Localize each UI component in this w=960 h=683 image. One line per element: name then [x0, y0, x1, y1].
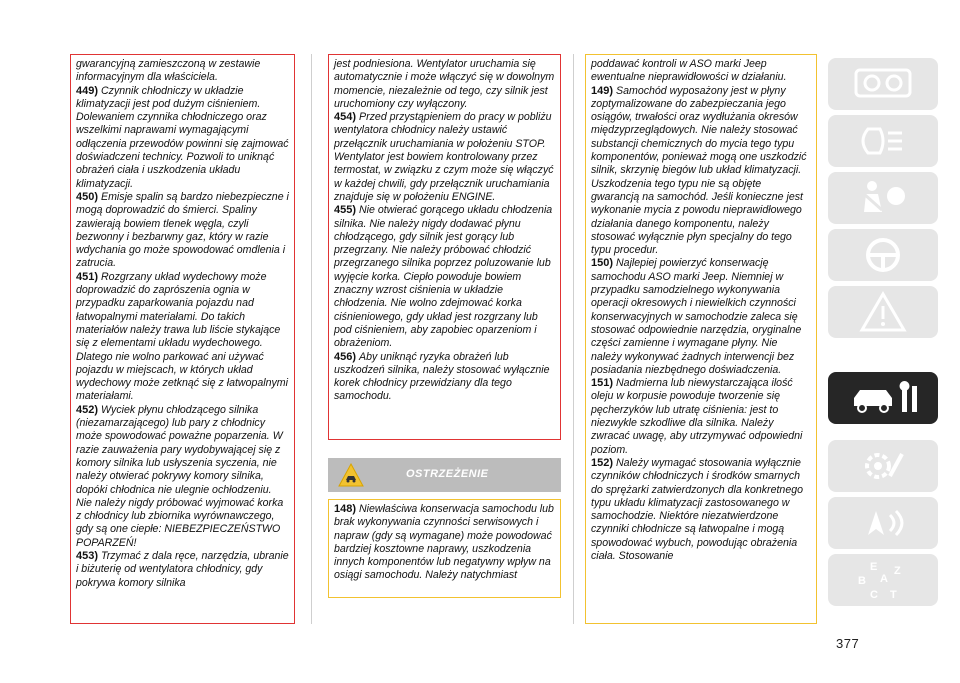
note-text: Należy wymagać stosowania wyłącznie czynników chłodniczych i środków smarnych do sprężarki zatwierdzonych dla konkretnego typu układu klimatyzacji zastosowanego w samochodzie. Niektóre niezatwierdzone czynniki chłodnicze są łatwopalne i mogą spowodować wybuch, powodując obrażenia ciała. Stosowanie — [591, 456, 803, 562]
note-text: Wyciek płynu chłodzącego silnika (niezamarzającego) lub pary z chłodnicy może spowodować poważne poparzenia. W razie zauważenia pary wydobywającej się z komory silnika lub usłyszenia syczenia, nie należy otwierać pokrywy komory silnika, dopóki chłodnica nie ulegnie ochłodzeniu. Nie należy nigdy próbować wyjmować korka z chłodnicy lub zbiornika wyrównawczego, gdy są one ciepłe: NIEBEZPIECZEŃSTWO POPARZEŃ! — [76, 403, 284, 549]
note-paragraph — [591, 457, 811, 563]
svg-text:A: A — [880, 573, 888, 585]
car-wrench-icon — [828, 372, 938, 424]
note-text: poddawać kontroli w ASO marki Jeep ewentualne nieprawidłowości w działaniu. — [591, 58, 787, 84]
note-paragraph — [76, 550, 289, 590]
note-number: 450) — [76, 190, 99, 203]
warning-title: OSTRZEŻENIE — [406, 468, 489, 480]
tab-maintenance[interactable] — [828, 372, 938, 424]
column-divider — [573, 54, 574, 624]
note-number: 455) — [334, 204, 357, 217]
note-paragraph — [334, 58, 555, 111]
warning-lights-icon — [828, 286, 938, 338]
note-text: Przed przystąpieniem do pracy w pobliżu wentylatora chłodnicy należy ustawić przełącznik uruchamiania w położeniu STOP. Wentylator jest bowiem kontrolowany przez termostat, w związku z czym może się włączyć w każdej chwili, gdy przełącznik uruchamiania znajduje się w położeniu ENGINE. — [334, 111, 554, 203]
lights-icon — [828, 115, 938, 167]
caution-notes-column-3 — [585, 54, 817, 624]
tab-dashboard[interactable] — [828, 58, 938, 110]
note-text: Emisje spalin są bardzo niebezpieczne i mogą doprowadzić do śmierci. Spaliny zawierają bowiem tlenek węgla, czyli bezwonny i bezbarwny gaz, który w razie wdychania go może spowodować omdlenia i zatrucia. — [76, 190, 289, 270]
tab-lights[interactable] — [828, 115, 938, 167]
note-number: 449) — [76, 84, 99, 97]
note-text: Samochód wyposażony jest w płyny zoptymalizowane do zabezpieczania jego osiągów, trwałości oraz wydłużania okresów międzyprzeglądowych. Nie należy stosować substancji chemicznych do mycia tego typu komponentów, ponieważ mogą one uszkodzić silnik, skrzynię biegów lub układ klimatyzacji. Uszkodzenia tego typu nie są objęte gwarancją na samochód. Jeśli konieczne jest wykonanie mycia z powodu nieprawidłowego działania danego komponentu, należy stosować wyłącznie płyn specjalny do tego typu procedur. — [591, 84, 807, 257]
svg-text:C: C — [870, 589, 878, 601]
warning-triangle-icon — [338, 463, 364, 487]
note-number: 454) — [334, 111, 357, 124]
note-number: 149) — [591, 84, 614, 97]
svg-text:B: B — [858, 575, 866, 587]
navigation-icon — [828, 497, 938, 549]
note-number: 451) — [76, 270, 99, 283]
note-text: gwarancyjną zamieszczoną w zestawie informacyjnym dla właściciela. — [76, 58, 261, 84]
tab-warning-lights[interactable] — [828, 286, 938, 338]
note-paragraph — [591, 257, 811, 377]
tab-index[interactable] — [828, 554, 938, 606]
note-paragraph — [334, 111, 555, 204]
column-divider — [311, 54, 312, 624]
note-text: Rozgrzany układ wydechowy może doprowadzić do zaprószenia ognia w przypadku zaparkowania pojazdu nad łatwopalnymi materiałami. Do takich materiałów należy trawa lub liście stykające się z elementami układu wydechowego. Dlatego nie wolno parkować ani używać pojazdu w miejscach, w których układ wydechowy może zetknąć się z łatwopalnymi materiałami. — [76, 270, 288, 403]
alphabet-index-icon — [828, 554, 938, 606]
note-text: Aby uniknąć ryzyka obrażeń lub uszkodzeń silnika, należy stosować wyłącznie korek chłodnicy przewidziany dla tego samochodu. — [334, 350, 550, 403]
note-text: Najlepiej powierzyć konserwację samochodu ASO marki Jeep. Niemniej w przypadku samodzielnego wykonywania operacji okresowych i niewielkich czynności konserwacyjnych w samochodzie zaleca się stosować odpowiednie narzędzia, oryginalne części zamienne i wymagane płyny. Nie należy wykonywać żadnych interwencji bez posiadania niezbędnego doświadczenia. — [591, 257, 802, 376]
note-number: 452) — [76, 403, 99, 416]
tab-multimedia[interactable] — [828, 497, 938, 549]
tab-technical-data[interactable] — [828, 440, 938, 492]
note-paragraph — [76, 191, 289, 271]
note-text: jest podniesiona. Wentylator uruchamia się automatycznie i może włączyć się w dowolnym momencie, niezależnie od tego, czy silnik jest uruchomiony czy wyłączony. — [334, 58, 555, 110]
svg-text:Z: Z — [894, 565, 901, 577]
note-paragraph — [334, 503, 555, 583]
note-text: Czynnik chłodniczy w układzie klimatyzacji jest pod dużym ciśnieniem. Dolewaniem czynnika chłodniczego oraz wszelkimi naprawami wymagającymi odłączenia przewodów powinni się zajmować doświadczeni technicy. Pozwoli to uniknąć obrażeń ciała i uszkodzenia układu klimatyzacji. — [76, 84, 289, 190]
note-text: Niewłaściwa konserwacja samochodu lub brak wykonywania czynności serwisowych i napraw (gdy są wymagane) może powodować bardziej kosztowne naprawy, uszkodzenia innych komponentów lub negatywny wpływ na osiągi samochodu. Należy natychmiast — [334, 503, 554, 582]
note-paragraph — [591, 377, 811, 457]
warning-notes-column-2 — [328, 54, 561, 440]
warning-header — [328, 458, 561, 492]
note-number: 152) — [591, 456, 614, 469]
note-number: 148) — [334, 503, 357, 515]
note-text: Trzymać z dala ręce, narzędzia, ubranie i biżuterię od wentylatora chłodnicy, gdy pokrywa komory silnika — [76, 549, 289, 589]
page-number: 377 — [836, 636, 860, 651]
note-paragraph — [591, 58, 811, 85]
note-paragraph — [76, 404, 289, 550]
warning-notes-column-1 — [70, 54, 295, 624]
svg-text:E: E — [870, 561, 878, 573]
note-paragraph — [76, 58, 289, 85]
tab-driving[interactable] — [828, 229, 938, 281]
note-paragraph — [591, 85, 811, 258]
tab-safety[interactable] — [828, 172, 938, 224]
note-text: Nadmierna lub niewystarczająca ilość oleju w korpusie powoduje tworzenie się pęcherzyków lub utratę ciśnienia: jest to niezwykle szkodliwe dla silnika. Należy zwracać uwagę, aby utrzymywać odpowiedni poziom. — [591, 377, 803, 456]
svg-text:T: T — [890, 589, 897, 601]
note-paragraph — [334, 351, 555, 404]
gear-wrench-icon — [828, 440, 938, 492]
note-paragraph — [76, 271, 289, 404]
steering-wheel-icon — [828, 229, 938, 281]
note-number: 453) — [76, 549, 99, 562]
note-paragraph — [76, 85, 289, 191]
note-text: Nie otwierać gorącego układu chłodzenia silnika. Nie należy nigdy dodawać płynu chłodzącego, gdy silnik jest gorący lub przegrzany. Nie należy próbować chłodzić przegrzanego silnika poprzez poluzowanie lub wyjęcie korka. Ciepło powoduje bowiem znaczny wzrost ciśnienia w układzie chłodzenia. Nie wolno zdejmować korka ciśnieniowego, gdy układ jest rozgrzany lub pod ciśnieniem, aby zapobiec oparzeniom i obrażeniom. — [334, 204, 553, 350]
caution-notes-column-2 — [328, 499, 561, 598]
seat-belt-airbag-icon — [828, 172, 938, 224]
note-number: 456) — [334, 350, 357, 363]
note-paragraph — [334, 204, 555, 350]
note-number: 150) — [591, 257, 614, 270]
note-number: 151) — [591, 377, 614, 390]
dashboard-icon — [828, 58, 938, 110]
